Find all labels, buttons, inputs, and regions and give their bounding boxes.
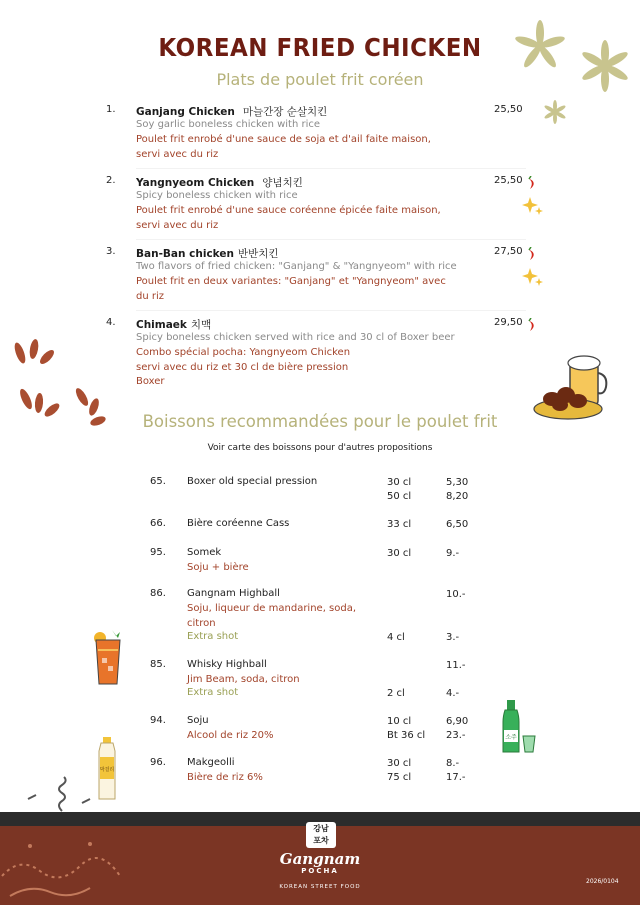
food-description-en: Spicy boneless chicken with rice [136,190,298,201]
soju-bottle-icon [498,698,542,756]
brand-tagline: KOREAN STREET FOOD [279,884,361,890]
drink-volume: 75 cl [387,772,412,783]
menu-title: KOREAN FRIED CHICKEN [158,33,482,62]
drink-volume: 30 cl [387,477,412,488]
drinks-note: Voir carte des boissons pour d'autres propositions [207,443,433,453]
svg-text:소주: 소주 [505,734,517,741]
divider [136,168,526,169]
food-name: Ban-Ban chicken 반반치킨 [136,248,279,260]
drink-price: 6,50 [446,519,469,530]
food-description-fr: Poulet frit enrobé d'une sauce coréenne épicée faite maison, servi avec du riz [136,205,441,231]
food-description-fr: Poulet frit en deux variantes: "Ganjang" et "Yangnyeom" avec du riz [136,276,446,302]
food-number: 3. [106,246,116,257]
drink-name: Whisky Highball [187,659,267,670]
drink-number: 95. [150,547,166,558]
food-price: 27,50 [494,246,523,257]
food-number: 2. [106,175,116,186]
food-korean-name: 양념치킨 [262,177,303,189]
logo-korean-bottom: 포차 [313,836,329,845]
menu-subtitle: Plats de poulet frit coréen [216,70,424,89]
chili-icon [526,247,538,261]
chili-icon [526,176,538,190]
brand-subname: POCHA [301,867,339,875]
drink-price: 11.- [446,660,466,671]
food-price: 25,50 [494,104,523,115]
drink-name: Soju [187,715,209,726]
divider [136,310,526,311]
drink-volume: 30 cl [387,758,412,769]
leaf-icon [512,18,632,118]
drink-price: 6,90 [446,716,469,727]
drink-name: Somek [187,547,222,558]
drink-extra-volume: 4 cl [387,632,405,643]
drink-price: 17.- [446,772,466,783]
food-name: Yangnyeom Chicken 양념치킨 [136,177,303,189]
svg-text:막걸리: 막걸리 [99,767,115,773]
logo [306,822,336,848]
drink-extra-price: 4.- [446,688,460,699]
drink-extra: Extra shot [187,687,239,698]
drink-description: Jim Beam, soda, citron [187,674,300,685]
chili-icon [526,318,538,332]
drink-description: Soju + bière [187,562,249,573]
food-korean-name: 마늘간장 순살치킨 [242,106,328,118]
food-price: 25,50 [494,175,523,186]
drink-volume: 10 cl [387,716,412,727]
drink-number: 94. [150,715,166,726]
food-description-en: Two flavors of fried chicken: "Ganjang" & "Yangnyeom" with rice [136,261,457,272]
drink-volume: Bt 36 cl [387,730,426,741]
leaf-cluster-1 [514,20,566,69]
drink-description: Alcool de riz 20% [187,730,274,741]
menu-date: 2026/0104 [586,878,619,885]
food-korean-name: 반반치킨 [237,248,279,260]
drink-extra: Extra shot [187,631,239,642]
food-description-en: Spicy boneless chicken served with rice and 30 cl of Boxer beer [136,332,455,343]
drink-volume: 30 cl [387,548,412,559]
sparkle-icon [522,266,544,288]
food-name: Chimaek 치맥 [136,319,212,331]
food-name: Ganjang Chicken 마늘간장 순살치킨 [136,106,328,118]
small-leaf-icon [543,100,567,124]
drink-name: Bière coréenne Cass [187,518,290,529]
food-description-fr: Combo spécial pocha: Yangnyeom Chicken servi avec du riz et 30 cl de bière pression Boxer [136,347,351,387]
logo-korean-top: 강남 [313,824,329,833]
decorative-spiral-icon [20,775,110,815]
highball-icon [92,628,124,686]
drink-description: Bière de riz 6% [187,772,263,783]
leaf-cluster-2 [580,40,629,92]
food-number: 1. [106,104,116,115]
divider [136,239,526,240]
drink-number: 65. [150,476,166,487]
drink-price: 23.- [446,730,466,741]
drink-volume: 50 cl [387,491,412,502]
sparkle-icon [522,195,544,217]
food-number: 4. [106,317,116,328]
drink-name: Boxer old special pression [187,476,318,487]
food-description-en: Soy garlic boneless chicken with rice [136,119,321,130]
food-description-fr: Poulet frit enrobé d'une sauce de soja et d'ail faite maison, servi avec du riz [136,134,431,160]
drink-extra-price: 3.- [446,632,460,643]
drink-name: Gangnam Highball [187,588,280,599]
drink-price: 5,30 [446,477,469,488]
drink-extra-volume: 2 cl [387,688,405,699]
drink-description: Soju, liqueur de mandarine, soda, citron [187,603,357,629]
drink-number: 85. [150,659,166,670]
drink-price: 8,20 [446,491,469,502]
drink-number: 96. [150,757,166,768]
drinks-title: Boissons recommandées pour le poulet frit [142,412,498,431]
food-price: 29,50 [494,317,523,328]
drink-volume: 33 cl [387,519,412,530]
food-korean-name: 치맥 [190,319,212,331]
drink-price: 9.- [446,548,460,559]
drink-price: 10.- [446,589,466,600]
drink-name: Makgeolli [187,757,235,768]
drink-price: 8.- [446,758,460,769]
drink-number: 86. [150,588,166,599]
brand-name: Gangnam [279,850,361,868]
drink-number: 66. [150,518,166,529]
